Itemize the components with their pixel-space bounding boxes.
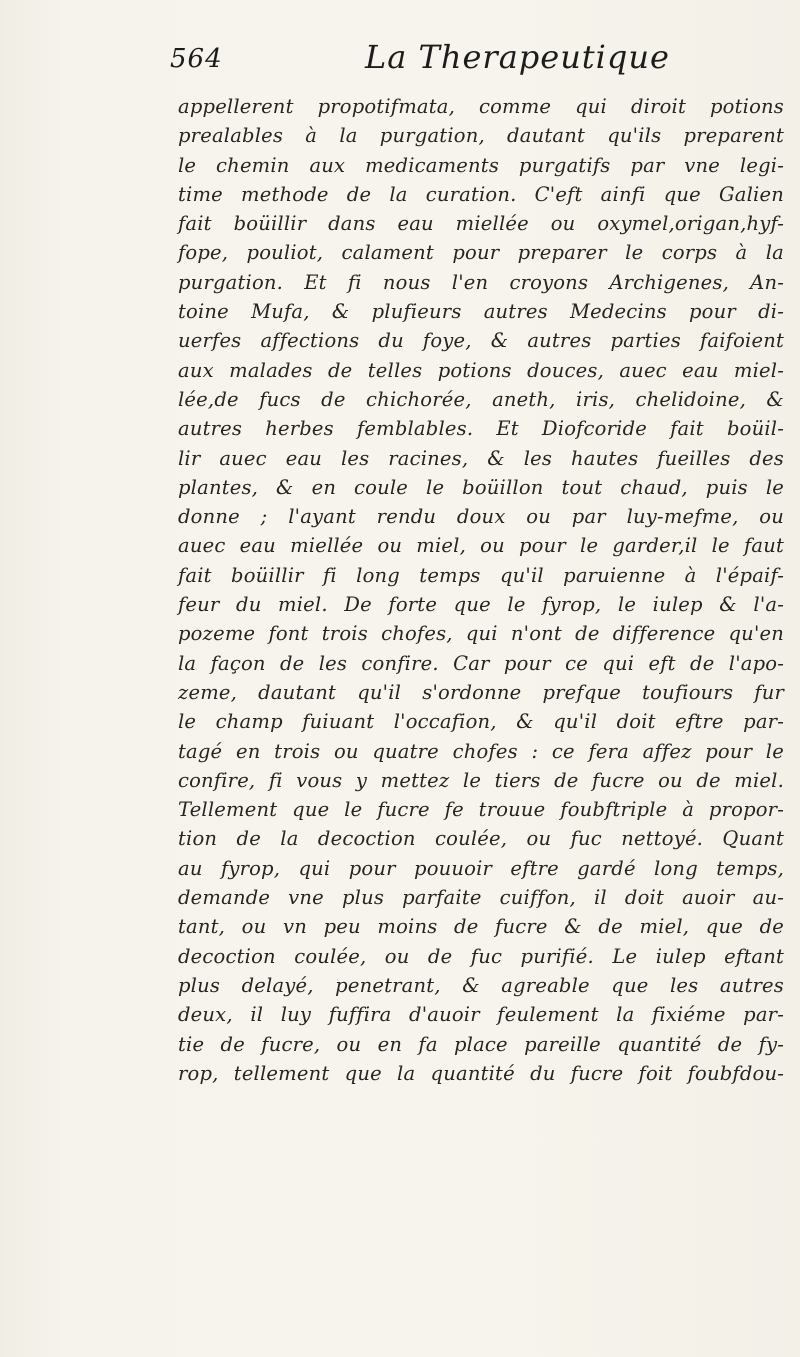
text-line: Tellement que le fucre fe trouue foubftriple à propor-: [178, 798, 784, 822]
text-line: autres herbes femblables. Et Diofcoride fait boüil-: [178, 417, 784, 441]
text-line: tagé en trois ou quatre chofes : ce fera affez pour le: [178, 739, 784, 763]
text-line: confire, fi vous y mettez le tiers de fucre ou de miel.: [178, 768, 784, 792]
page-number: 564: [170, 44, 223, 74]
page-header: [170, 38, 690, 90]
text-line: donne ; l'ayant rendu doux ou par luy-mefme, ou: [178, 505, 784, 529]
body-text: [178, 92, 784, 1088]
text-line: aux malades de telles potions douces, auec eau miel-: [178, 358, 784, 382]
text-line: tant, ou vn peu moins de fucre & de miel, que de: [178, 915, 784, 939]
text-line: zeme, dautant qu'il s'ordonne prefque toufiours fur: [178, 680, 784, 704]
text-line: tion de la decoction coulée, ou fuc nettoyé. Quant: [178, 827, 784, 851]
text-line: toine Mufa, & plufieurs autres Medecins pour di-: [178, 300, 784, 324]
text-line: plantes, & en coule le boüillon tout chaud, puis le: [178, 475, 784, 499]
text-line: la façon de les confire. Car pour ce qui eft de l'apo-: [178, 651, 784, 675]
text-line: purgation. Et fi nous l'en croyons Archigenes, An-: [178, 270, 784, 294]
running-title: La Therapeutique: [365, 38, 670, 76]
text-line: lir auec eau les racines, & les hautes fueilles des: [178, 446, 784, 470]
text-line: fait boüillir fi long temps qu'il paruienne à l'épaif-: [178, 563, 784, 587]
text-line: le champ fuiuant l'occafion, & qu'il doit eftre par-: [178, 710, 784, 734]
text-line: prealables à la purgation, dautant qu'ils preparent: [178, 124, 784, 148]
text-line: pozeme font trois chofes, qui n'ont de difference qu'en: [178, 622, 784, 646]
text-line: fait boüillir dans eau miellée ou oxymel,origan,hyf-: [178, 212, 784, 236]
text-line: appellerent propotifmata, comme qui diroit potions: [178, 95, 784, 118]
text-line: rop, tellement que la quantité du fucre foit foubfdou-: [178, 1061, 784, 1085]
text-line: demande vne plus parfaite cuiffon, il doit auoir au-: [178, 886, 784, 910]
text-line: tie de fucre, ou en fa place pareille quantité de fy-: [178, 1032, 784, 1056]
text-line: le chemin aux medicaments purgatifs par vne legi-: [178, 153, 784, 177]
text-line: plus delayé, penetrant, & agreable que les autres: [178, 973, 784, 997]
text-line: time methode de la curation. C'eft ainfi que Galien: [178, 182, 784, 206]
text-line: deux, il luy fuffira d'auoir feulement la fixiéme par-: [178, 1003, 784, 1027]
text-line: decoction coulée, ou de fuc purifié. Le iulep eftant: [178, 944, 784, 968]
text-line: feur du miel. De forte que le fyrop, le iulep & l'a-: [178, 593, 784, 617]
text-line: fope, pouliot, calament pour preparer le corps à la: [178, 241, 784, 265]
text-line: lée,de fucs de chichorée, aneth, iris, chelidoine, &: [178, 387, 784, 411]
text-line: au fyrop, qui pour pouuoir eftre gardé long temps,: [178, 856, 784, 880]
text-line: uerfes affections du foye, & autres parties faifoient: [178, 329, 784, 353]
text-line: auec eau miellée ou miel, ou pour le garder,il le faut: [178, 534, 784, 558]
